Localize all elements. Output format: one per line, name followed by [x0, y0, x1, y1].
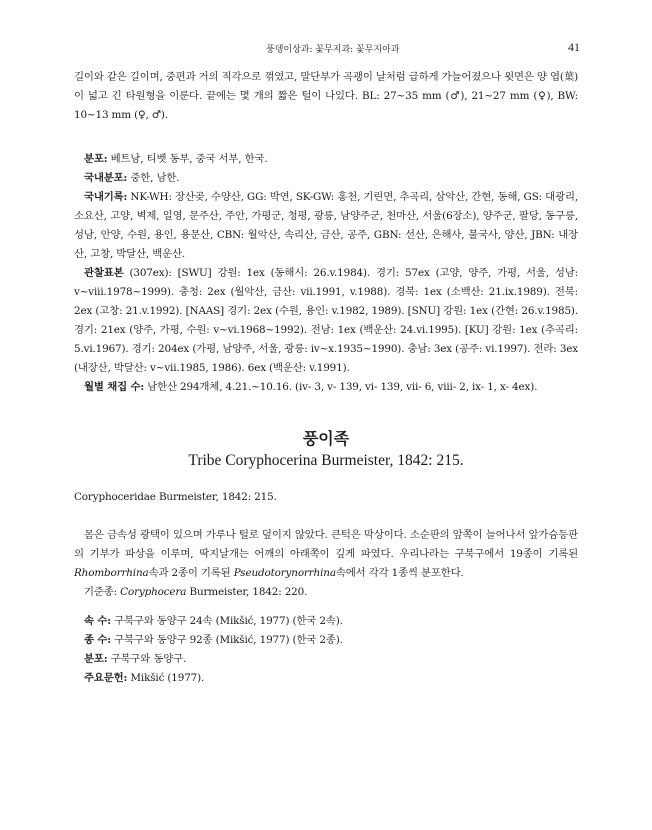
type-species-line — [74, 583, 578, 602]
distribution-value: 베트남, 티벳 동부, 중국 서부, 한국. — [110, 153, 268, 165]
tribe-title-korean: 풍이족 — [302, 429, 350, 448]
synonym-block — [74, 488, 578, 507]
species-info-block — [74, 150, 578, 397]
korea-distribution-label: 국내분포: — [84, 172, 128, 184]
literature-value: Mikšić (1977). — [130, 672, 205, 684]
genera-label: 속 수: — [84, 615, 111, 627]
examined-value: (307ex): [SWU] 강원: 1ex (동해시: 26.v.1984). 경기: 57ex (고양, 양주, 가평, 서울, 성남: v~viii.1978~1999). 충청: 2ex (월악산, 금산: vii.1991, v.1988). 경북: 1ex (소백산: 21.ix.1989). 전북: 2ex (고창: 21.v.1992). [NAAS] 경기: 2ex (수원, 용인: v.1982, 1989). [SNU] 강원: 1ex (간현: 26.v.1985). 경기: 21ex (양주, 가평, 수원: v~vi.1968~1992). 전남: 1ex (백운산: 24.vi.1995). [KU] 강원: 1ex (추곡리: 5.vi.1967). 경기: 204ex (가평, 남양주, 서울, 광릉: iv~x.1935~1990). 충남: 3ex (공주: vi.1997). 전라: 3ex (내장산, 박달산: v~vii.1985, 1986). 6ex (백운산: v.1991). — [74, 267, 578, 374]
examined-specimens-paragraph — [74, 264, 578, 378]
tribe-title-english: Tribe Coryphocerina Burmeister, 1842: 215. — [188, 452, 464, 469]
tribe-description-block — [74, 526, 578, 602]
species-value: 구북구와 동양구 92종 (Mikšić, 1977) (한국 2종). — [114, 634, 343, 646]
korea-distribution-line — [74, 169, 578, 188]
type-species-genus: Coryphocera — [120, 586, 187, 598]
monthly-label: 월별 채집 수: — [84, 381, 145, 393]
species-description — [74, 68, 578, 125]
genera-value: 구북구와 동양구 24속 (Mikšić, 1977) (한국 2속). — [114, 615, 343, 627]
tribe-distribution-value: 구북구와 동양구. — [110, 653, 187, 665]
genus-pseudotorynorrhina: Pseudotorynorrhina — [233, 567, 336, 579]
genera-count-line — [74, 612, 578, 631]
synonym-line: Coryphoceridae Burmeister, 1842: 215. — [74, 491, 277, 503]
type-species-label: 기준종: — [84, 586, 118, 598]
genus-rhomborrhina: Rhomborrhina — [74, 567, 149, 579]
distribution-label: 분포: — [84, 153, 108, 165]
description-paragraph: 길이와 같은 길이며, 중편과 거의 직각으로 꺾였고, 말단부가 곡괭이 날처럼 급하게 가늘어졌으나 윗면은 양 엽(葉)이 넓고 긴 타원형을 이룬다. 끝에는 몇 개의 짧은 털이 나있다. BL: 27~35 mm (♂), 21~27 mm (♀), BW: 10~13 mm (♀, ♂). — [74, 71, 578, 121]
tribe-info-block — [74, 612, 578, 688]
literature-label: 주요문헌: — [84, 672, 128, 684]
monthly-collection-line — [74, 378, 578, 397]
korea-records-label: 국내기록: — [84, 191, 128, 203]
tribe-desc-text-2: 속과 2종이 기록된 — [148, 567, 234, 579]
korea-records-value: NK-WH: 장산곶, 수양산, GG: 박연, SK-GW: 홍천, 기린면, 추곡리, 삼악산, 간현, 동해, GS: 대광리, 소요산, 고양, 벽제, 일영, 문주산, 주안, 가평군, 청평, 광릉, 남양주군, 천마산, 서울(6장소), 양주군, 팔당, 동구릉, 성남, 안양, 수원, 용인, 용문산, CBN: 월악산, 속리산, 금산, 공주, GBN: 선산, 은해사, 불국사, 양산, JBN: 내장산, 고창, 박달산, 백운산. — [74, 191, 578, 260]
examined-label: 관찰표본 — [84, 267, 124, 279]
korea-distribution-value: 중한, 남한. — [130, 172, 180, 184]
species-count-line — [74, 631, 578, 650]
page-number: 41 — [568, 40, 580, 54]
monthly-value: 남한산 294개체, 4.21.~10.16. (iv- 3, v- 139, vi- 139, vii- 6, viii- 2, ix- 1, x- 4ex). — [147, 381, 538, 393]
tribe-description-paragraph — [74, 526, 578, 583]
tribe-distribution-line — [74, 650, 578, 669]
tribe-desc-text-1: 몸은 금속성 광택이 있으며 가루나 털로 덮이지 않았다. 큰턱은 막상이다. 소순판의 앞쪽이 늘어나서 앞가슴등판의 기부가 파상을 이루며, 딱지날개는 어깨의 아래쪽이 깊게 파였다. 우리나라는 구북구에서 19종이 기록된 — [74, 529, 578, 560]
literature-line — [74, 669, 578, 688]
type-species-author: Burmeister, 1842: 220. — [189, 586, 308, 598]
korea-records-paragraph — [74, 188, 578, 264]
running-header: 풍뎅이상과: 꽃무지과: 꽃무지아과 — [266, 45, 400, 55]
tribe-desc-text-3: 속에서 각각 1종씩 분포한다. — [335, 567, 464, 579]
tribe-distribution-label: 분포: — [84, 653, 108, 665]
species-label: 종 수: — [84, 634, 111, 646]
distribution-line — [74, 150, 578, 169]
